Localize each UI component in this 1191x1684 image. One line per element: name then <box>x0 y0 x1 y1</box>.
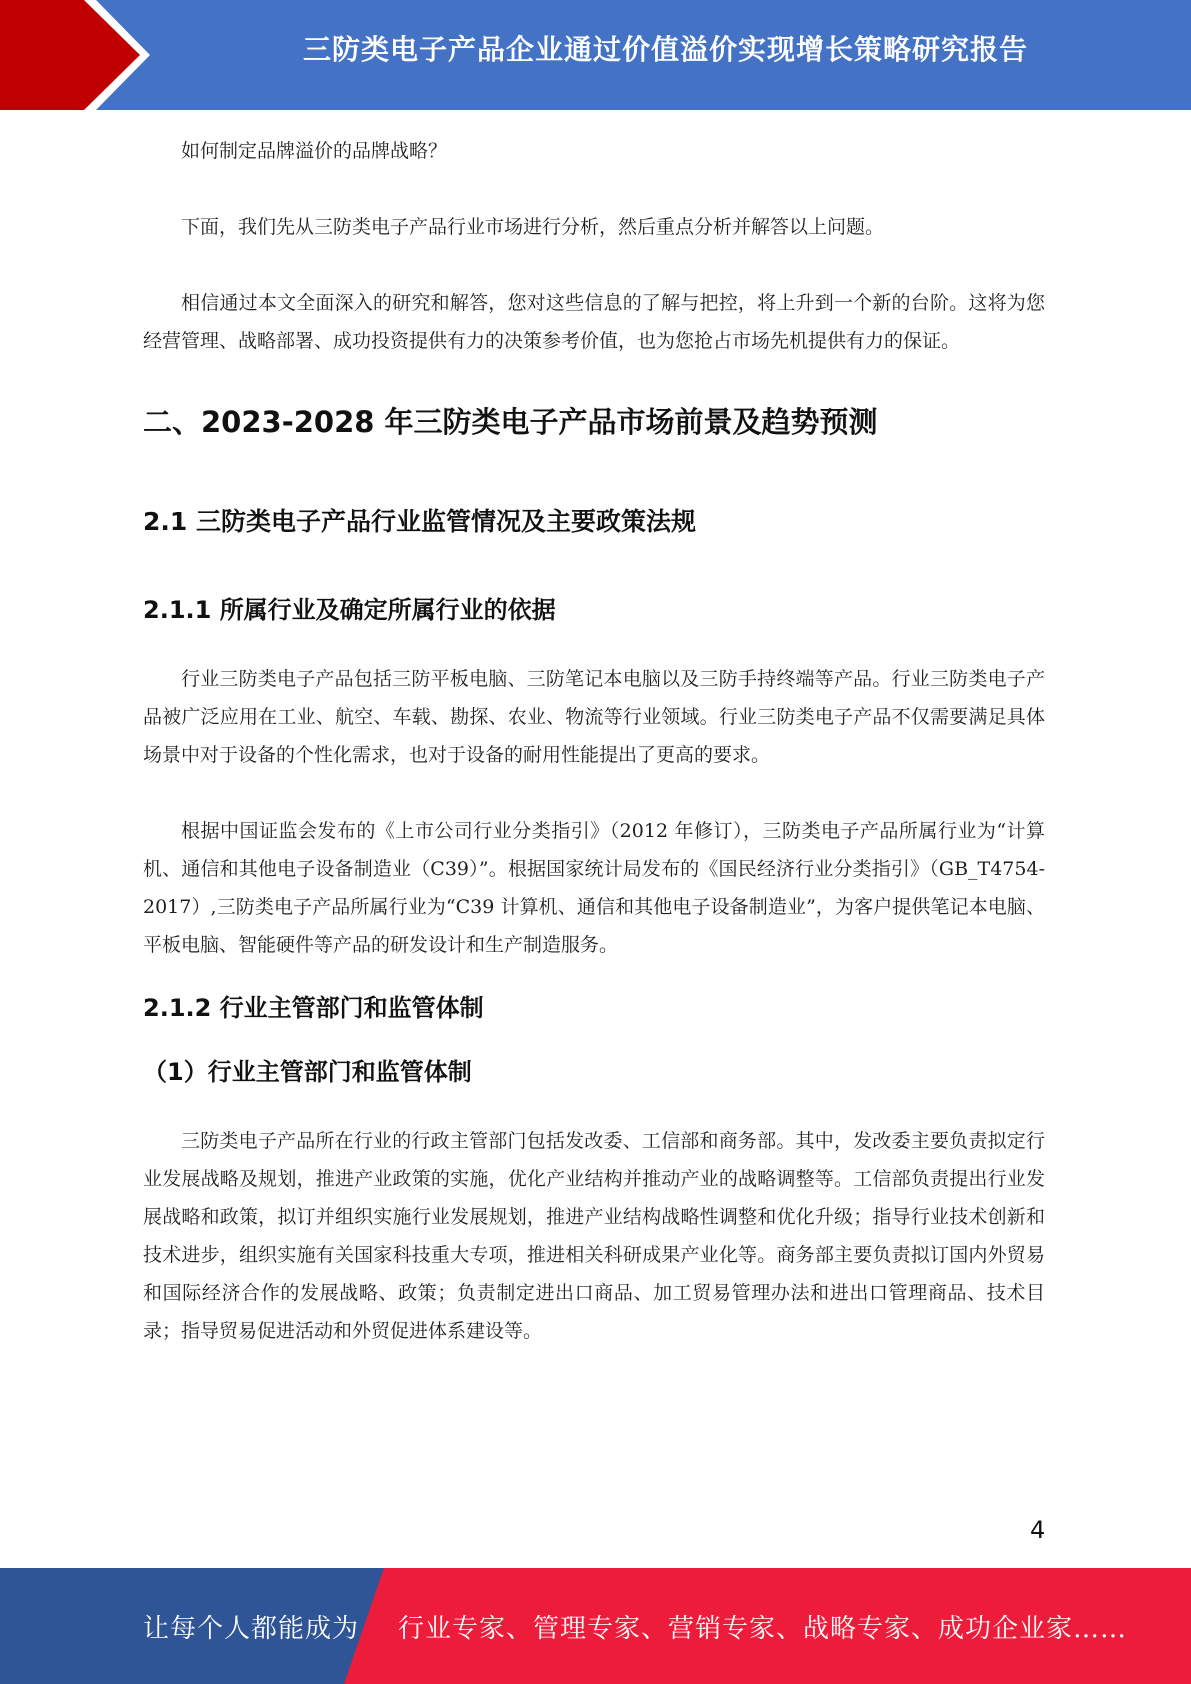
sub-heading-authorities-detail: （1）行业主管部门和监管体制 <box>143 1058 472 1086</box>
paragraph-analysis-intro: 下面，我们先从三防类电子产品行业市场进行分析，然后重点分析并解答以上问题。 <box>181 216 885 238</box>
footer-banner <box>0 1568 1191 1684</box>
section-heading-market-outlook: 二、2023-2028 年三防类电子产品市场前景及趋势预测 <box>143 405 878 439</box>
paragraph-research-value: 相信通过本文全面深入的研究和解答，您对这些信息的了解与把控，将上升到一个新的台阶。这将为您经营管理、战略部署、成功投资提供有力的决策参考价值，也为您抢占市场先机提供有力的保证。 <box>143 292 1045 352</box>
paragraph-classification-basis: 根据中国证监会发布的《上市公司行业分类指引》（2012 年修订），三防类电子产品所属行业为“计算机、通信和其他电子设备制造业（C39）”。根据国家统计局发布的《国民经济行业分类指引》（GB_T4754-2017）,三防类电子产品所属行业为“C39 计算机、通信和其他电子设备制造业”，为客户提供笔记本电脑、平板电脑、智能硬件等产品的研发设计和生产制造服务。 <box>143 820 1045 956</box>
paragraph-regulatory-departments: 三防类电子产品所在行业的行政主管部门包括发改委、工信部和商务部。其中，发改委主要负责拟定行业发展战略及规划，推进产业政策的实施，优化产业结构并推动产业的战略调整等。工信部负责提出行业发展战略和政策，拟订并组织实施行业发展规划，推进产业结构战略性调整和优化升级；指导行业技术创新和技术进步，组织实施有关国家科技重大专项，推进相关科研成果产业化等。商务部主要负责拟订国内外贸易和国际经济合作的发展战略、政策；负责制定进出口商品、加工贸易管理办法和进出口管理商品、技术目录；指导贸易促进活动和外贸促进体系建设等。 <box>143 1130 1045 1342</box>
header-arrow-logo <box>0 0 140 110</box>
page-number: 4 <box>1030 1516 1046 1544</box>
subsection-heading-industry-classification: 2.1.1 所属行业及确定所属行业的依据 <box>143 596 556 624</box>
paragraph-brand-strategy-question: 如何制定品牌溢价的品牌战略？ <box>181 140 448 162</box>
subsection-heading-authorities: 2.1.2 行业主管部门和监管体制 <box>143 994 484 1022</box>
footer-slogan-left: 让每个人都能成为 <box>143 1614 360 1644</box>
footer-slogan-right: 行业专家、管理专家、营销专家、战略专家、成功企业家…… <box>398 1614 1128 1644</box>
page-content <box>143 132 1045 1350</box>
report-title: 三防类电子产品企业通过价值溢价实现增长策略研究报告 <box>302 33 1028 66</box>
header-banner <box>0 0 1191 110</box>
paragraph-product-scope: 行业三防类电子产品包括三防平板电脑、三防笔记本电脑以及三防手持终端等产品。行业三防类电子产品被广泛应用在工业、航空、车载、勘探、农业、物流等行业领域。行业三防类电子产品不仅需要满足具体场景中对于设备的个性化需求，也对于设备的耐用性能提出了更高的要求。 <box>143 668 1045 766</box>
subsection-heading-regulation: 2.1 三防类电子产品行业监管情况及主要政策法规 <box>143 507 696 536</box>
